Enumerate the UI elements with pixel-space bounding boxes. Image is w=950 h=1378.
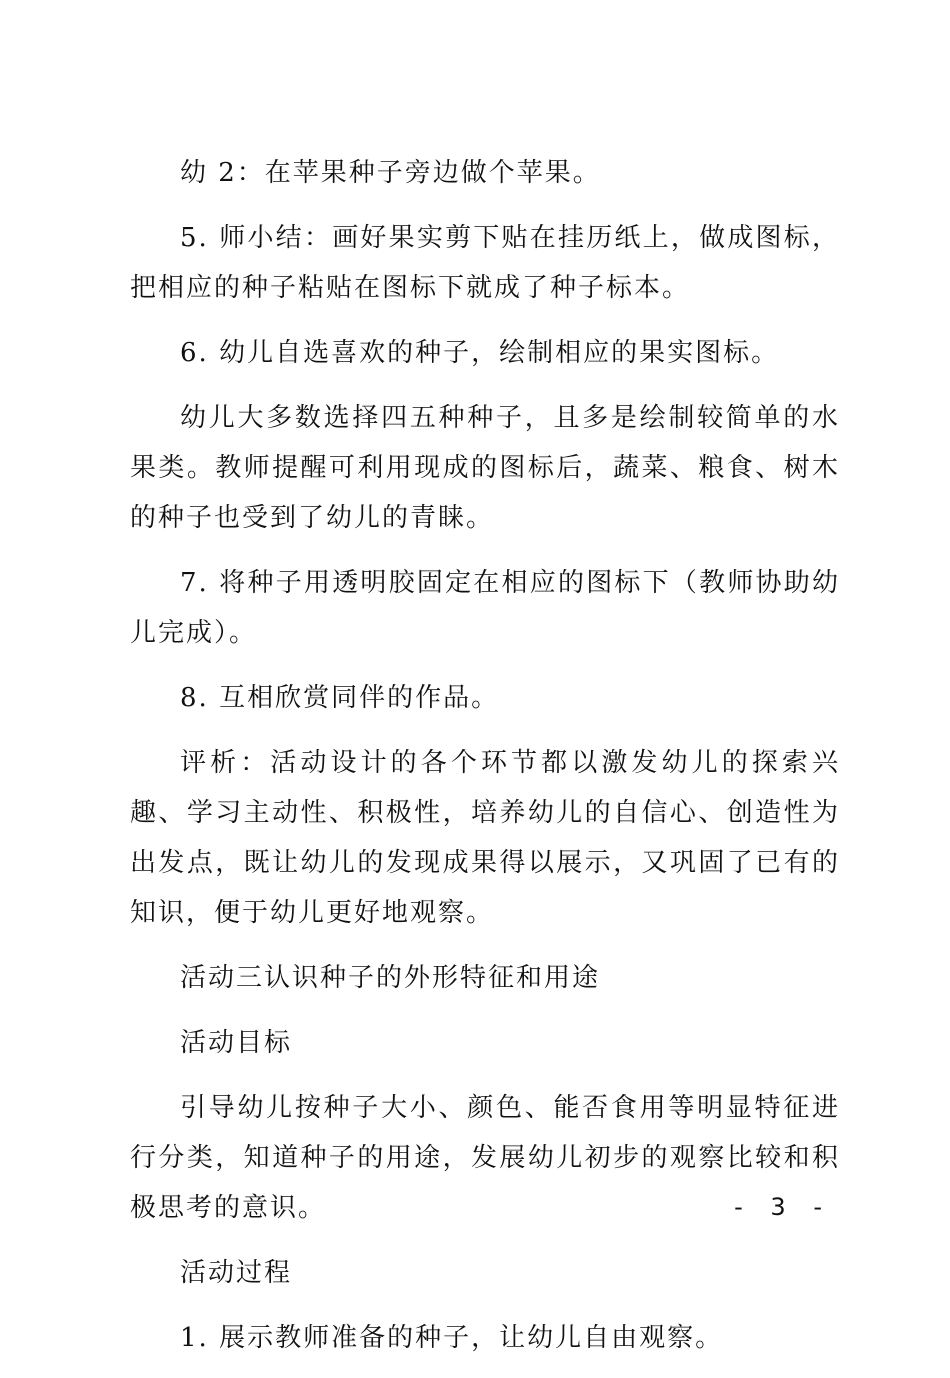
- paragraph-7: 评析：活动设计的各个环节都以激发幼儿的探索兴趣、学习主动性、积极性，培养幼儿的自信心、创造性为出发点，既让幼儿的发现成果得以展示，又巩固了已有的知识，便于幼儿更好地观察。: [130, 748, 840, 928]
- paragraph-1: 幼 2：在苹果种子旁边做个苹果。: [180, 158, 601, 188]
- subheading-goals: 活动目标: [180, 1028, 293, 1058]
- paragraph-4: 幼儿大多数选择四五种种子，且多是绘制较简单的水果类。教师提醒可利用现成的图标后，蔬菜、粮食、树木的种子也受到了幼儿的青睐。: [130, 403, 840, 533]
- paragraph-process-1: 1. 展示教师准备的种子，让幼儿自由观察。: [180, 1323, 724, 1353]
- paragraph-5: 7. 将种子用透明胶固定在相应的图标下（教师协助幼儿完成）。: [130, 568, 840, 648]
- paragraph-goals: 引导幼儿按种子大小、颜色、能否食用等明显特征进行分类，知道种子的用途，发展幼儿初步的观察比较和积极思考的意识。: [130, 1093, 840, 1223]
- paragraph-6: 8. 互相欣赏同伴的作品。: [180, 683, 500, 713]
- subheading-process: 活动过程: [180, 1258, 293, 1288]
- paragraph-3: 6. 幼儿自选喜欢的种子，绘制相应的果实图标。: [180, 338, 780, 368]
- section-heading: 活动三认识种子的外形特征和用途: [180, 963, 601, 993]
- paragraph-2: 5. 师小结：画好果实剪下贴在挂历纸上，做成图标，把相应的种子粘贴在图标下就成了种子标本。: [130, 223, 840, 303]
- page-number: - 3 -: [734, 1193, 832, 1221]
